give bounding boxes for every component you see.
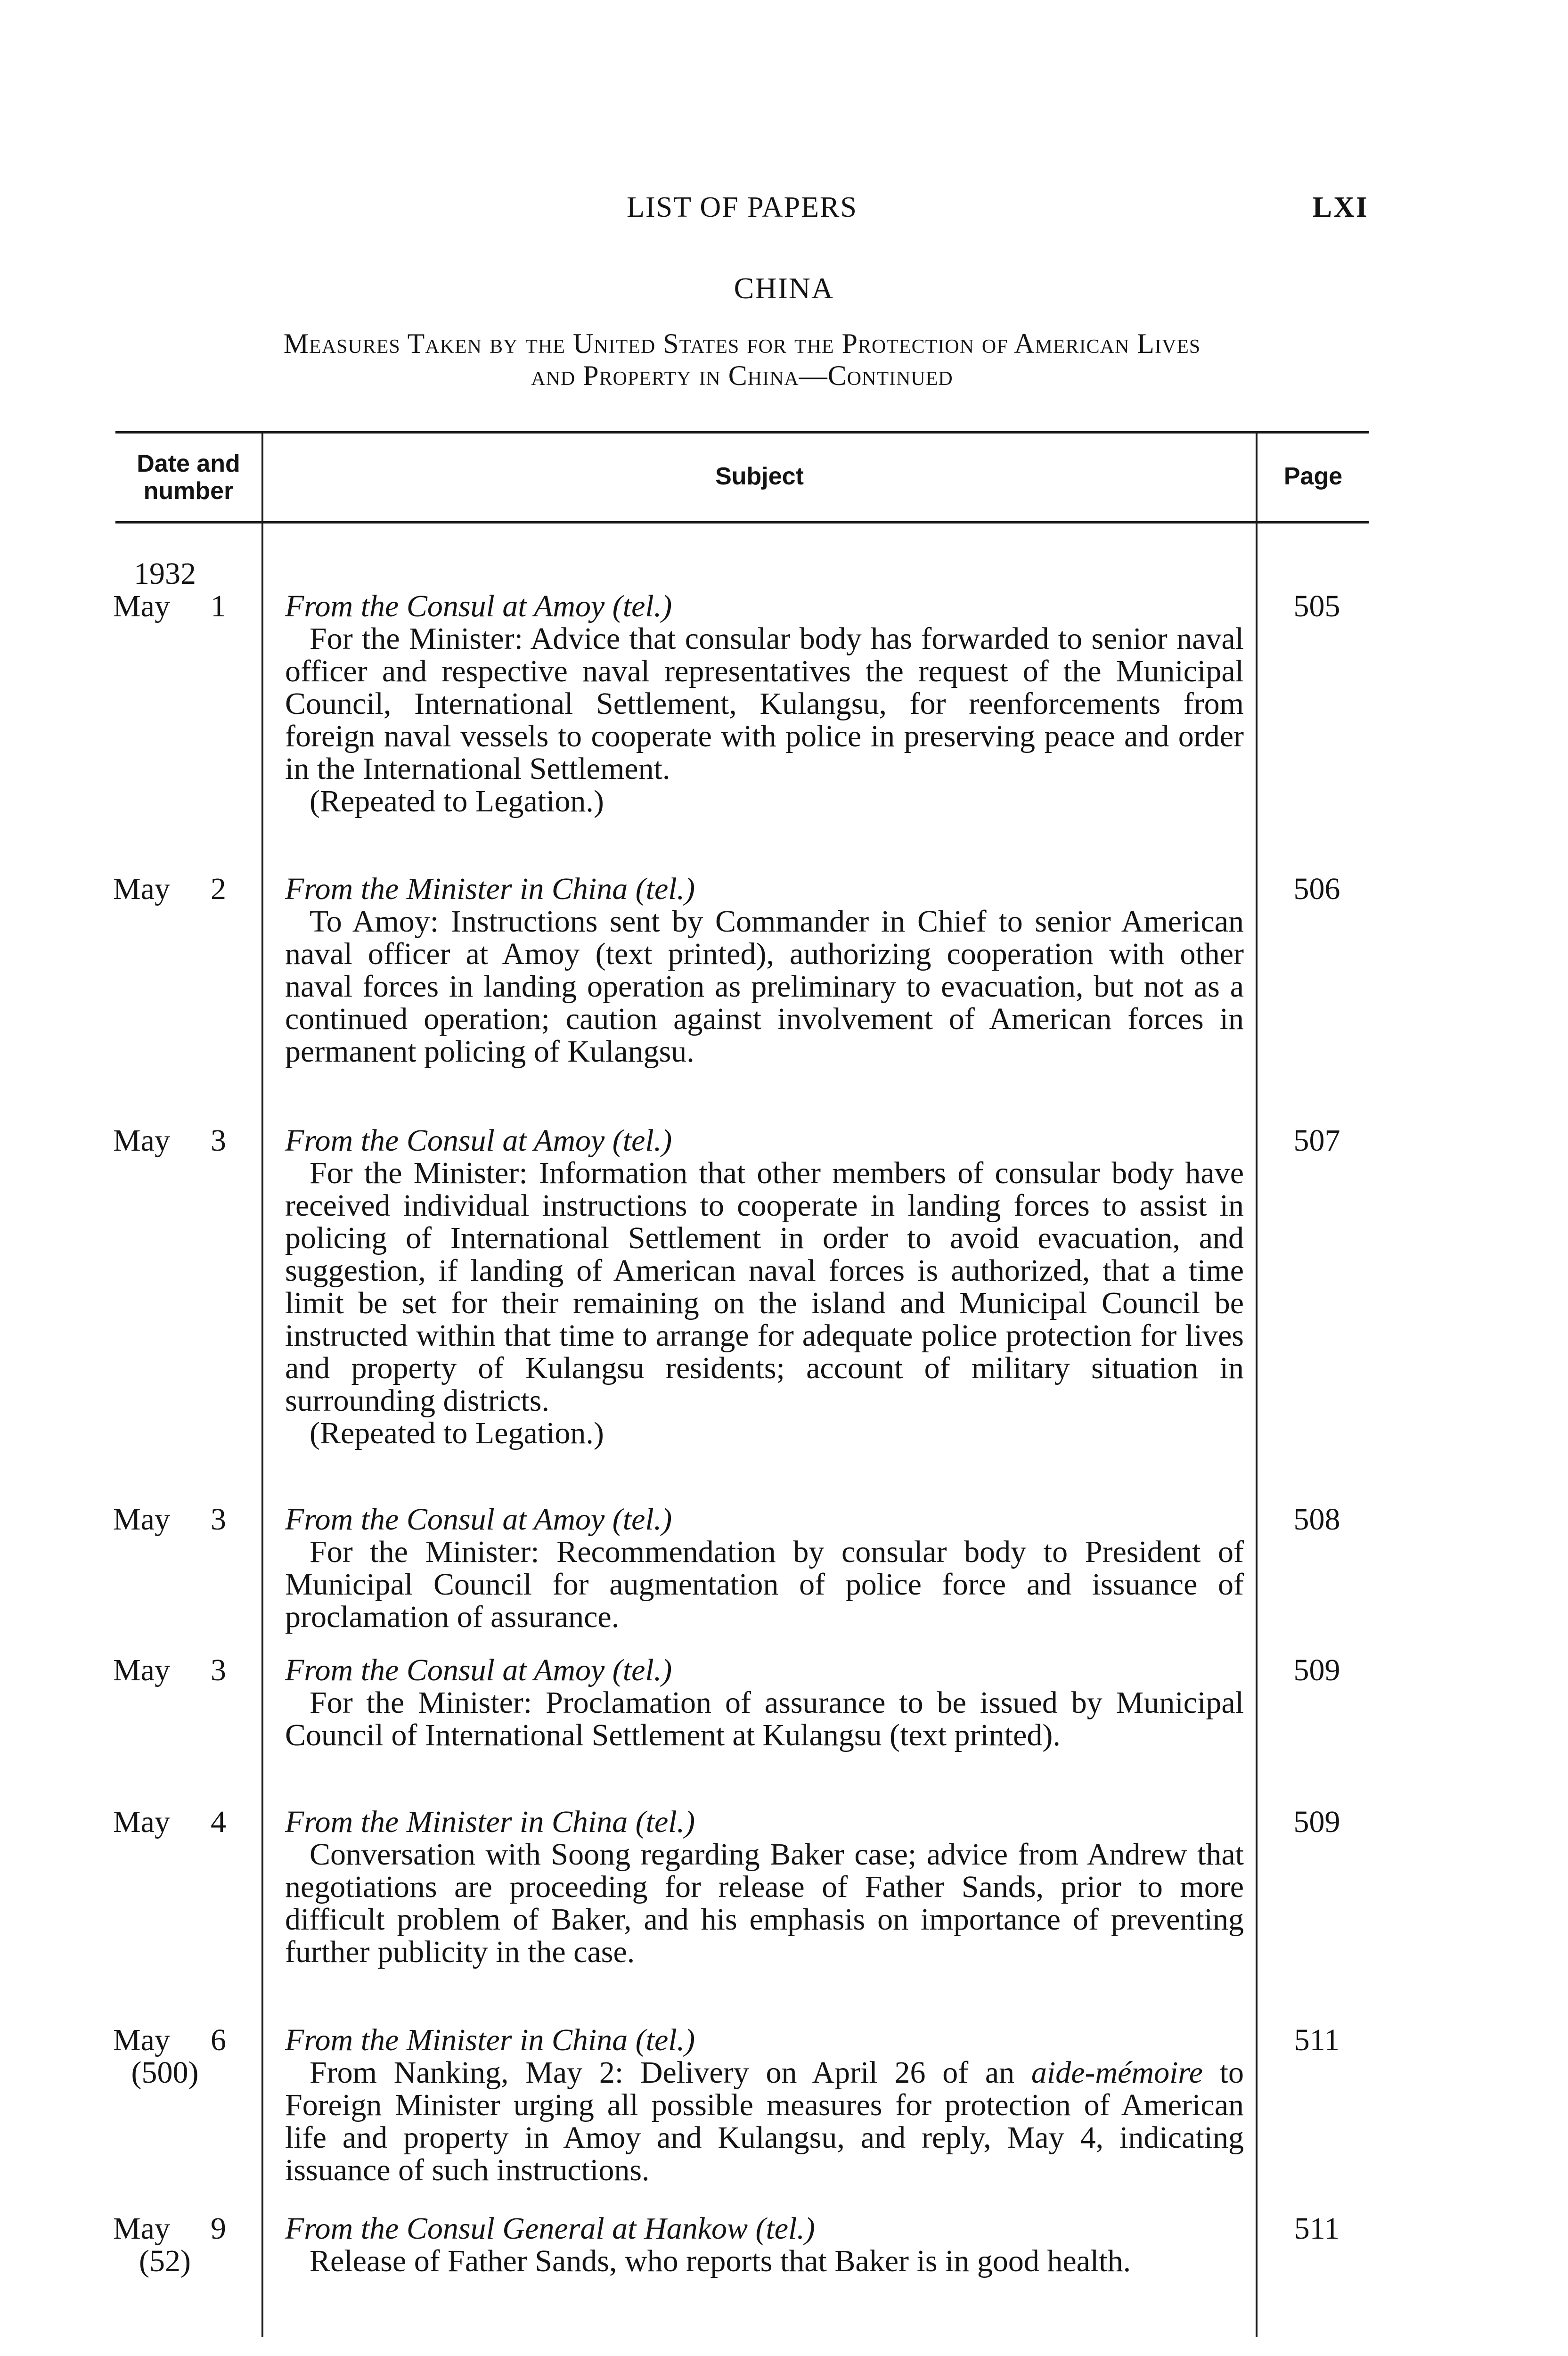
section-title: [115, 327, 1369, 392]
column-header-date: [115, 450, 261, 505]
entry-page-number: 511: [1294, 2023, 1340, 2057]
entry-subject: [285, 1503, 1244, 1633]
entry-body: Conversation with Soong regarding Baker case; advice from Andrew that negotiations are proceeding for release of Father Sands, prior to more difficult problem of Baker, and his emphasis on importance of preventing further publicity in the case.: [285, 1837, 1244, 1969]
table-header-bottom-rule: [115, 521, 1369, 524]
entry-date: [113, 873, 245, 905]
entry-subject: [285, 1124, 1244, 1449]
entry-day: 9: [211, 2211, 226, 2246]
column-header-date-line-2: number: [143, 477, 234, 505]
entry-subject: [285, 2212, 1244, 2277]
entry-month: May: [113, 2023, 170, 2057]
entry-date: [113, 1654, 245, 1686]
entry-subject: [285, 2024, 1244, 2186]
entry-body-part: to Foreign Minister urging all possible measures for protection of American life and property in Amoy and Kulangsu, and reply, May 4, indicating issuance of such instructions.: [285, 2055, 1244, 2187]
entry-body: For the Minister: Proclamation of assurance to be issued by Municipal Council of International Settlement at Kulangsu (text printed).: [285, 1685, 1244, 1752]
entry-page-number: 507: [1293, 1123, 1340, 1158]
entry-body: Release of Father Sands, who reports that Baker is in good health.: [310, 2244, 1131, 2278]
country-heading: CHINA: [734, 271, 834, 305]
entry-note: (Repeated to Legation.): [310, 784, 604, 818]
section-title-line-1: Measures Taken by the United States for the Protection of American Lives: [283, 328, 1201, 359]
entry-from: From the Consul at Amoy (tel.): [285, 1502, 672, 1537]
entry-body: For the Minister: Advice that consular body has forwarded to senior naval officer and respective naval representatives the request of the Municipal Council, International Settlement, Kulangsu, for reenforcements from foreign naval vessels to cooperate with police in preserving peace and order in the International Settlement.: [285, 622, 1244, 786]
entry-day: 4: [211, 1805, 226, 1839]
entry-from: From the Minister in China (tel.): [285, 1805, 695, 1839]
entry-month: May: [113, 1502, 170, 1537]
section-title-line-2: and Property in China—Continued: [531, 360, 953, 391]
entry-day: 2: [211, 872, 226, 906]
running-title: LIST OF PAPERS: [627, 191, 858, 223]
entry-month: May: [113, 2211, 170, 2246]
date-column-divider: [261, 431, 263, 2337]
entry-from: From the Consul at Amoy (tel.): [285, 1123, 672, 1158]
column-header-date-line-1: Date and: [137, 450, 240, 477]
entry-month: May: [113, 1805, 170, 1839]
entry-page-number: 508: [1293, 1502, 1340, 1537]
column-header-page: Page: [1283, 463, 1343, 490]
entry-subject: [285, 590, 1244, 818]
entry-from: From the Consul at Amoy (tel.): [285, 1653, 672, 1687]
entry-note: (Repeated to Legation.): [310, 1416, 604, 1450]
entry-date: [113, 1503, 245, 1536]
page-column-divider: [1256, 431, 1258, 2337]
entry-date: [113, 2212, 245, 2277]
entry-subject: [285, 1806, 1244, 1968]
entry-body-part: From Nanking, May 2: Delivery on April 26 of an: [310, 2055, 1031, 2090]
entry-month: May: [113, 1653, 170, 1687]
entry-from: From the Minister in China (tel.): [285, 2023, 695, 2057]
entry-body: For the Minister: Information that other members of consular body have received individual instructions to cooperate in landing forces to assist in policing of International Settlement in order to avoid evacuation, and suggestion, if landing of American naval forces is authorized, that a time limit be set for their remaining on the island and Municipal Council be instructed within that time to arrange for adequate police protection for lives and property of Kulangsu residents; account of military situation in surrounding districts.: [285, 1156, 1244, 1418]
entry-day: 1: [211, 589, 226, 623]
entry-number: (52): [139, 2244, 191, 2278]
entry-body: [285, 2056, 1244, 2186]
entry-day: 3: [211, 1502, 226, 1537]
entry-date: [113, 1124, 245, 1157]
entry-body: For the Minister: Recommendation by consular body to President of Municipal Council for augmentation of police force and issuance of proclamation of assurance.: [285, 1535, 1244, 1634]
entry-page-number: 505: [1293, 589, 1340, 623]
table-top-rule: [115, 431, 1369, 434]
entry-subject: [285, 873, 1244, 1068]
entry-page-number: 506: [1293, 872, 1340, 906]
entry-body-italic: aide-mémoire: [1031, 2055, 1203, 2090]
entry-page-number: 509: [1293, 1653, 1340, 1687]
entry-month: May: [113, 1123, 170, 1158]
entry-from: From the Minister in China (tel.): [285, 872, 695, 906]
entry-from: From the Consul General at Hankow (tel.): [285, 2211, 815, 2246]
entry-day: 6: [211, 2023, 226, 2057]
entry-year: 1932: [134, 556, 196, 591]
entry-body: To Amoy: Instructions sent by Commander in Chief to senior American naval officer at Amoy (text printed), authorizing cooperation with other naval forces in landing operation as preliminary to evacuation, but not as a continued operation; caution against involvement of American forces in permanent policing of Kulangsu.: [285, 904, 1244, 1069]
entry-page-number: 509: [1293, 1805, 1340, 1839]
entry-month: May: [113, 589, 170, 623]
entry-date: [113, 2024, 245, 2089]
entry-subject: [285, 1654, 1244, 1751]
entry-month: May: [113, 872, 170, 906]
entry-number: (500): [131, 2055, 199, 2090]
entry-day: 3: [211, 1653, 226, 1687]
entry-day: 3: [211, 1123, 226, 1158]
entry-date: [113, 1806, 245, 1838]
entry-page-number: 511: [1294, 2211, 1340, 2246]
entry-date: [113, 557, 245, 622]
page-numeral: LXI: [1312, 191, 1369, 223]
entry-from: From the Consul at Amoy (tel.): [285, 589, 672, 623]
column-header-subject: Subject: [715, 463, 804, 490]
running-header: [115, 191, 1369, 229]
